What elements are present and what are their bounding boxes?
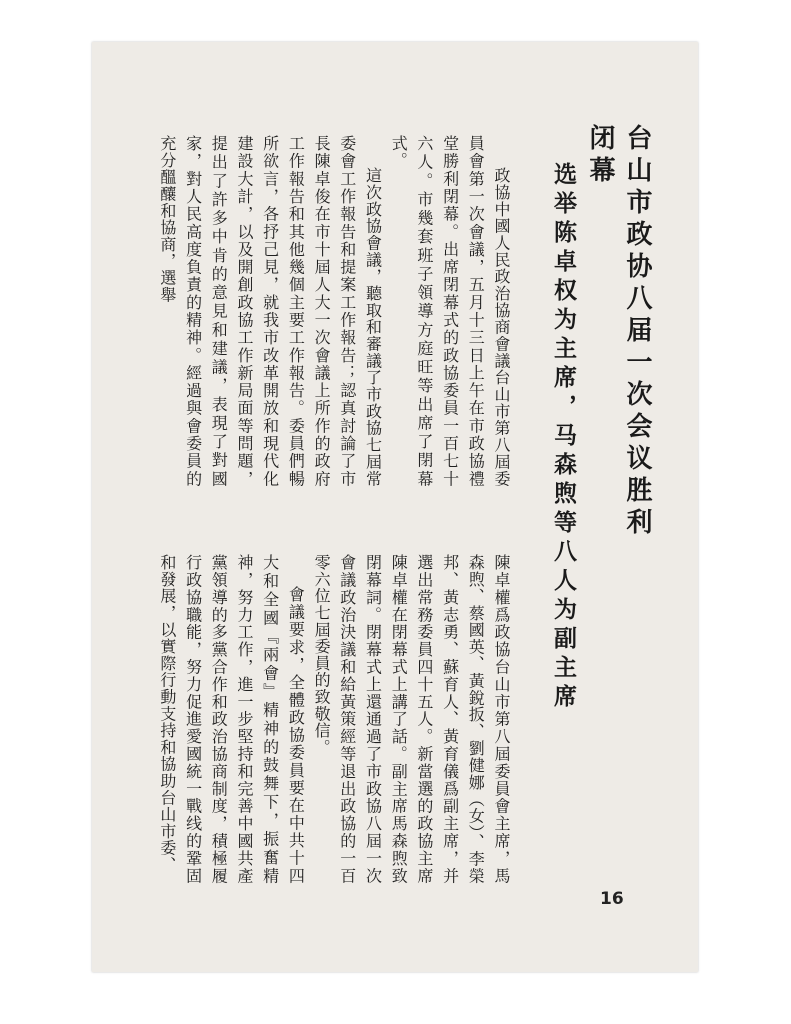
article-body-lower: [148, 554, 514, 884]
article-body-upper: [148, 135, 514, 487]
paragraph: 這次政協會議，聽取和審議了市政協七屆常委會工作報告和提案工作報告；認真討論了市長陳卓俊在市十屆人大一次會議上所作的政府工作報告和其他幾個主要工作報告。委員們暢所欲言，各抒己見，就我市改革開放和現代化建設大計，以及開創政協工作新局面等問題，提出了許多中肯的意見和建議，表現了對國家，對人民高度負責的精神。經過與會委員的充分醞釀和協商，選舉: [157, 135, 383, 487]
page-number: 16: [600, 889, 624, 909]
bleed-through-text: [116, 120, 142, 500]
paragraph: 會議要求，全體政協委員要在中共十四大和全國『兩會』精神的鼓舞下，振奮精神，努力工作，進一步堅持和完善中國共產黨領導的多黨合作和政治協商制度，積極履行政協職能，努力促進愛國統一戰线的鞏固和發展，以實際行動支持和協助台山市委、: [157, 554, 306, 884]
document-page: [92, 42, 698, 972]
bleed-through-text: [664, 510, 690, 890]
paragraph: 陳卓權爲政協台山市第八屆委員會主席，馬森煦、蔡國英、黃銳扳、劉健娜（女）、李榮邦、黃志勇、蘇育人、黃育儀爲副主席，并選出常務委員四十五人。新當選的政協主席陳卓權在閉幕式上講了話。副主席馬森煦致閉幕詞。閉幕式上還通過了市政協八屆一次會議政治決議和給黃策經等退出政協的一百零六位七屆委員的致敬信。: [312, 554, 511, 884]
paragraph: 政協中國人民政治協商會議台山市第八屆委員會第一次會議，五月十三日上午在市政協禮堂勝利閉幕。出席閉幕式的政協委員一百七十六人。市幾套班子領導方庭旺等出席了閉幕式。: [389, 135, 511, 487]
article-subtitle: 选举陈卓权为主席，马森煦等八人为副主席: [550, 162, 577, 713]
article-title: 台山市政协八届一次会议胜利闭幕: [585, 124, 652, 540]
